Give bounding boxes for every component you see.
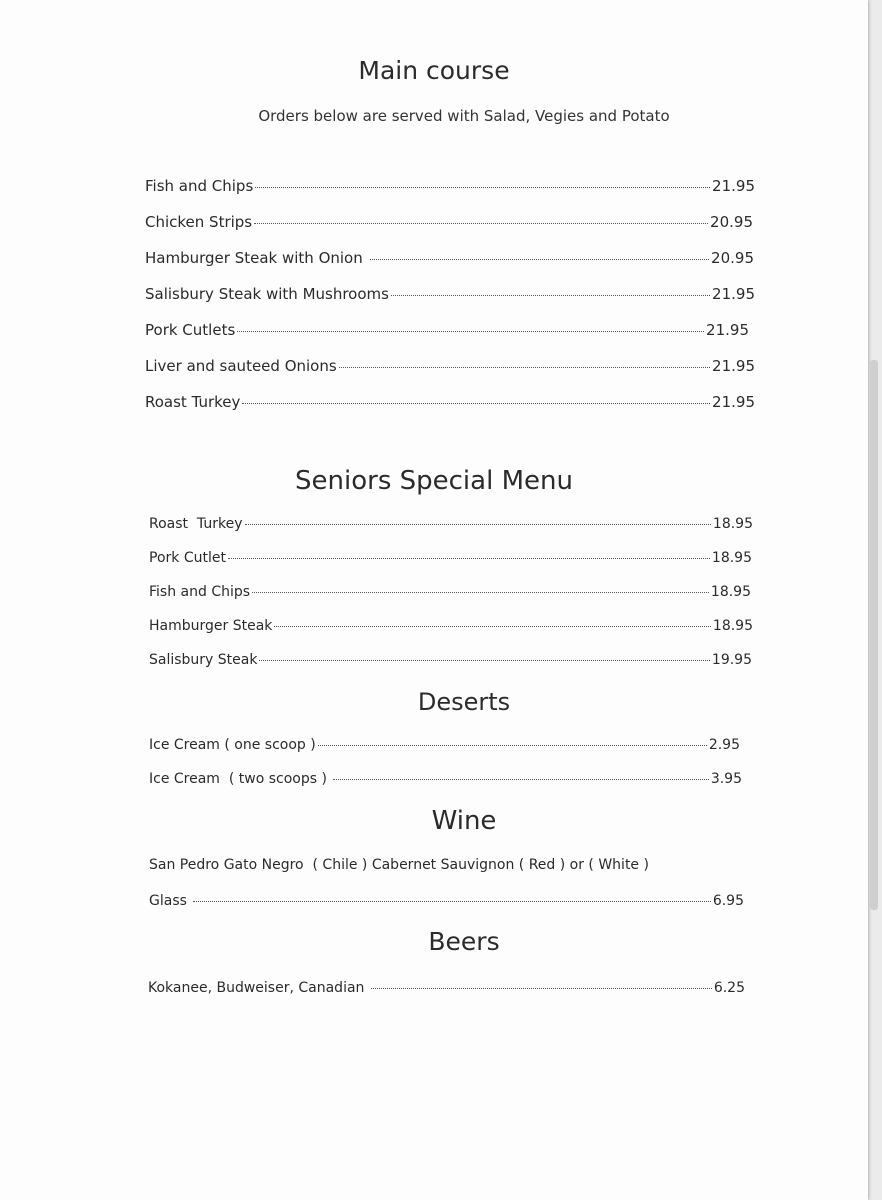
leader-dots [391,295,710,296]
leader-dots [237,331,704,332]
main-item-pork-cutlets [145,321,749,339]
beer-item [148,980,745,996]
item-price: 20.95 [710,213,753,231]
wine-description: San Pedro Gato Negro ( Chile ) Cabernet Sauvignon ( Red ) or ( White ) [149,857,649,873]
leader-dots [274,626,711,627]
item-price: 18.95 [712,516,753,532]
item-name: Roast Turkey [145,393,241,411]
main-item-liver-and-onions [145,357,755,375]
item-name: Fish and Chips [149,584,251,600]
leader-dots [370,259,710,260]
wine-title: Wine [431,806,497,836]
leader-dots [193,901,710,902]
item-price: 21.95 [706,321,749,339]
item-price: 20.95 [711,249,754,267]
item-price: 21.95 [712,177,755,195]
main-item-fish-and-chips [145,177,755,195]
item-name: Pork Cutlets [145,321,236,339]
leader-dots [228,558,710,559]
item-name: Glass [149,893,192,909]
item-name: Liver and sauteed Onions [145,357,337,375]
main-item-chicken-strips [145,213,753,231]
item-price: 18.95 [710,584,751,600]
leader-dots [245,524,711,525]
senior-item-roast-turkey [149,516,753,532]
item-name: Salisbury Steak [149,652,258,668]
senior-item-pork-cutlet [149,550,752,566]
main-item-salisbury-steak [145,285,755,303]
leader-dots [259,660,709,661]
main-item-hamburger-steak [145,249,754,267]
leader-dots [371,988,712,989]
item-price: 21.95 [712,393,755,411]
leader-dots [339,367,710,368]
main-course-subtitle: Orders below are served with Salad, Vegies and Potato [258,107,670,125]
item-name: Salisbury Steak with Mushrooms [145,285,389,303]
leader-dots [242,403,710,404]
item-price: 18.95 [712,618,753,634]
leader-dots [333,779,708,780]
senior-item-fish-and-chips [149,584,751,600]
senior-item-salisbury-steak [149,652,752,668]
desert-item-two-scoops [149,771,742,787]
item-price: 18.95 [711,550,752,566]
leader-dots [255,187,710,188]
item-price: 19.95 [711,652,752,668]
item-name: Roast Turkey [149,516,243,532]
leader-dots [252,592,709,593]
seniors-title: Seniors Special Menu [295,466,573,496]
item-name: Kokanee, Budweiser, Canadian [148,980,369,996]
deserts-title: Deserts [417,688,511,716]
item-price: 2.95 [708,737,740,753]
leader-dots [318,745,707,746]
desert-item-one-scoop [149,737,740,753]
item-price: 3.95 [710,771,742,787]
senior-item-hamburger-steak [149,618,753,634]
item-price: 6.25 [713,980,745,996]
item-price: 21.95 [712,357,755,375]
item-name: Ice Cream ( two scoops ) [149,771,332,787]
item-name: Hamburger Steak [149,618,273,634]
item-name: Pork Cutlet [149,550,226,566]
leader-dots [254,223,708,224]
item-name: Chicken Strips [145,213,253,231]
item-name: Fish and Chips [145,177,254,195]
main-course-title: Main course [358,56,510,85]
main-item-roast-turkey [145,393,755,411]
item-price: 21.95 [712,285,755,303]
item-name: Hamburger Steak with Onion [145,249,368,267]
wine-item-glass [149,893,744,909]
item-name: Ice Cream ( one scoop ) [149,737,316,753]
beers-title: Beers [428,927,500,956]
item-price: 6.95 [712,893,744,909]
